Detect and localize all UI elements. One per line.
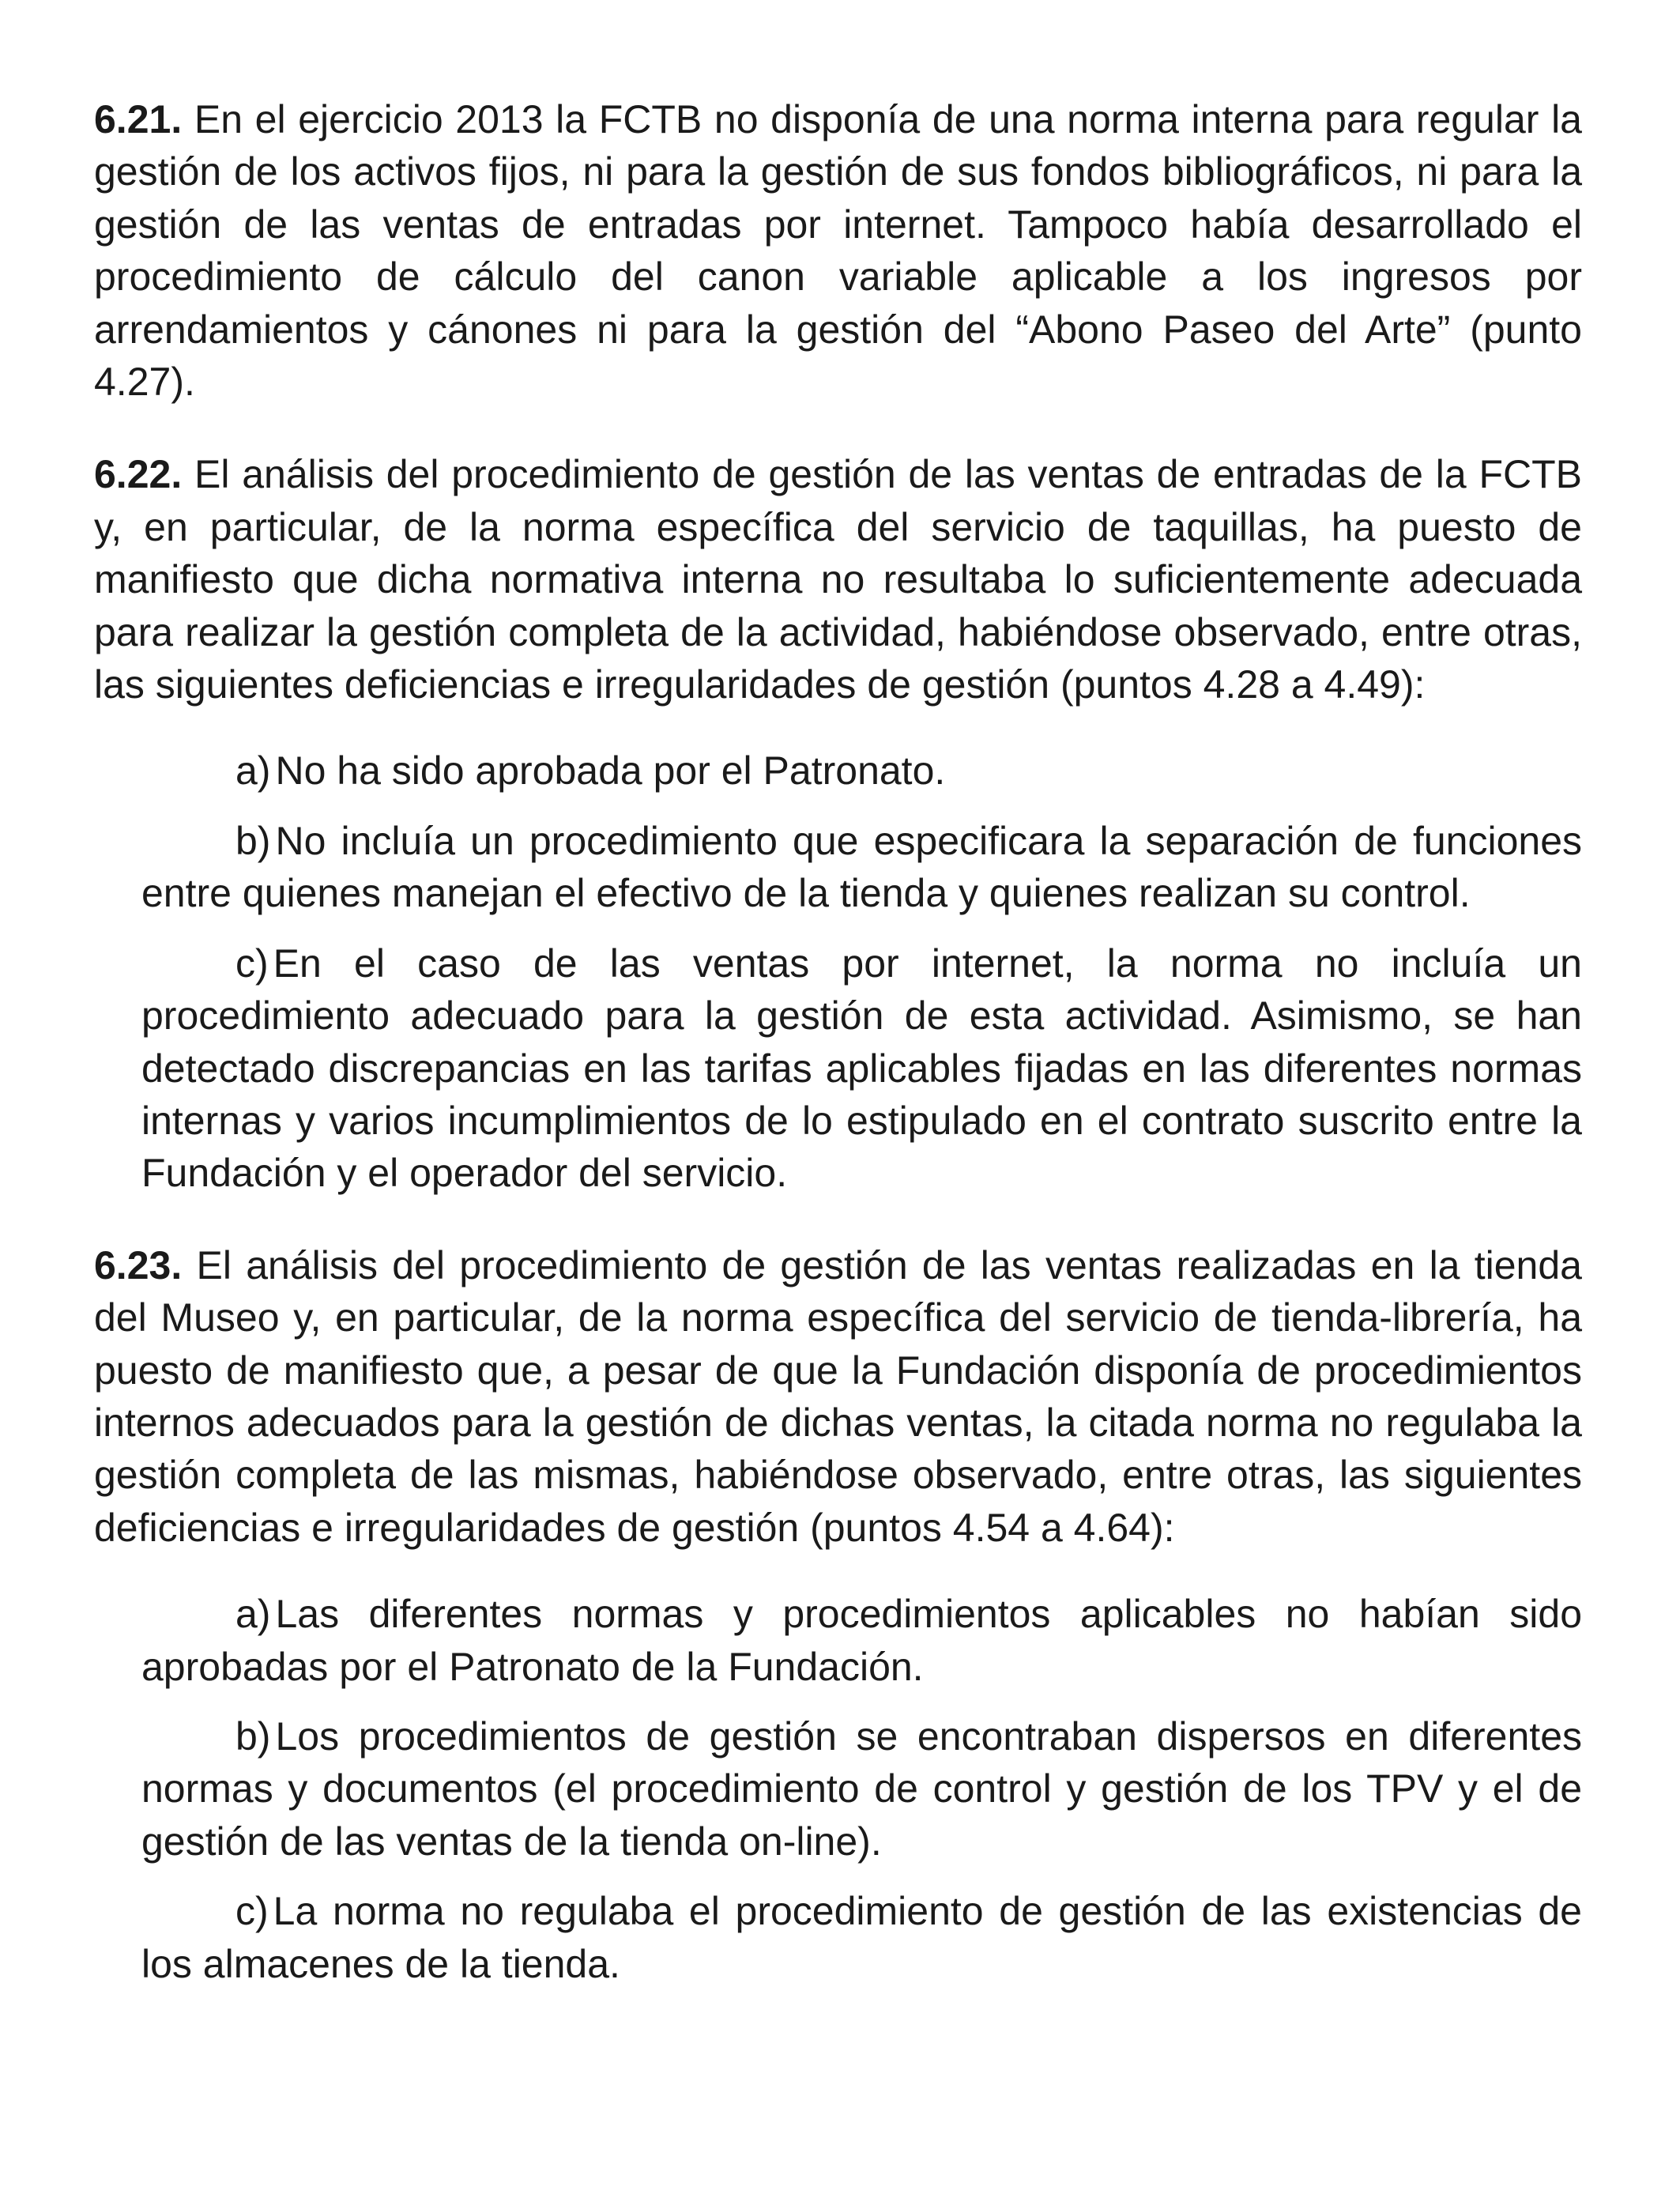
item-letter: c) (235, 941, 269, 986)
item-letter: a) (235, 1592, 271, 1637)
document-page (94, 93, 1582, 2030)
item-text: No ha sido aprobada por el Patronato. (275, 748, 946, 794)
paragraph-6-21 (94, 93, 1582, 408)
list-6-23 (141, 1588, 1582, 1990)
list-6-22 (141, 745, 1582, 1199)
item-letter: b) (235, 1713, 271, 1759)
item-text: Las diferentes normas y procedimientos aplicables no habían sido aprobadas por el Patronato de la Fundación. (141, 1592, 1582, 1689)
item-text: La norma no regulaba el procedimiento de gestión de las existencias de los almacenes de la tienda. (141, 1889, 1582, 1986)
paragraph-6-23 (94, 1239, 1582, 1554)
item-text: En el caso de las ventas por internet, la norma no incluía un procedimiento adecuado para la gestión de esta actividad. Asimismo, se han detectado discrepancias en las tarifas aplicables fijadas en las diferentes normas internas y varios incumplimientos de lo estipulado en el contrato suscrito entre la Fundación y el operador del servicio. (141, 941, 1582, 1196)
list-item (141, 1588, 1582, 1693)
item-letter: a) (235, 748, 271, 794)
list-item (141, 1710, 1582, 1868)
list-item (141, 815, 1582, 920)
item-text: Los procedimientos de gestión se encontraban dispersos en diferentes normas y documentos (el procedimiento de control y gestión de los TPV y el de gestión de las ventas de la tienda on-line). (141, 1713, 1582, 1864)
item-letter: c) (235, 1889, 269, 1934)
list-item (141, 745, 1582, 797)
paragraph-number: 6.21. (94, 97, 183, 141)
paragraph-number: 6.23. (94, 1242, 183, 1287)
paragraph-text: El análisis del procedimiento de gestión de las ventas realizadas en la tienda del Museo y, en particular, de la norma específica del servicio de tienda-librería, ha puesto de manifiesto que, a pesar de que la Fundación disponía de procedimientos internos adecuados para la gestión de dichas ventas, la citada norma no regulaba la gestión completa de las mismas, habiéndose observado, entre otras, las siguientes deficiencias e irregularidades de gestión (puntos 4.54 a 4.64): (94, 1242, 1582, 1550)
list-item (141, 937, 1582, 1200)
paragraph-text: En el ejercicio 2013 la FCTB no disponía de una norma interna para regular la gestión de los activos fijos, ni para la gestión de sus fondos bibliográficos, ni para la gestión de las ventas de entradas por internet. Tampoco había desarrollado el procedimiento de cálculo del canon variable aplicable a los ingresos por arrendamientos y cánones ni para la gestión del “Abono Paseo del Arte” (punto 4.27). (94, 97, 1582, 405)
paragraph-6-22 (94, 448, 1582, 711)
item-text: No incluía un procedimiento que especificara la separación de funciones entre quienes manejan el efectivo de la tienda y quienes realizan su control. (141, 818, 1582, 916)
paragraph-text: El análisis del procedimiento de gestión de las ventas de entradas de la FCTB y, en particular, de la norma específica del servicio de taquillas, ha puesto de manifiesto que dicha normativa interna no resultaba lo suficientemente adecuada para realizar la gestión completa de la actividad, habiéndose observado, entre otras, las siguientes deficiencias e irregularidades de gestión (puntos 4.28 a 4.49): (94, 452, 1582, 707)
list-item (141, 1885, 1582, 1990)
paragraph-number: 6.22. (94, 452, 183, 497)
item-letter: b) (235, 818, 271, 863)
